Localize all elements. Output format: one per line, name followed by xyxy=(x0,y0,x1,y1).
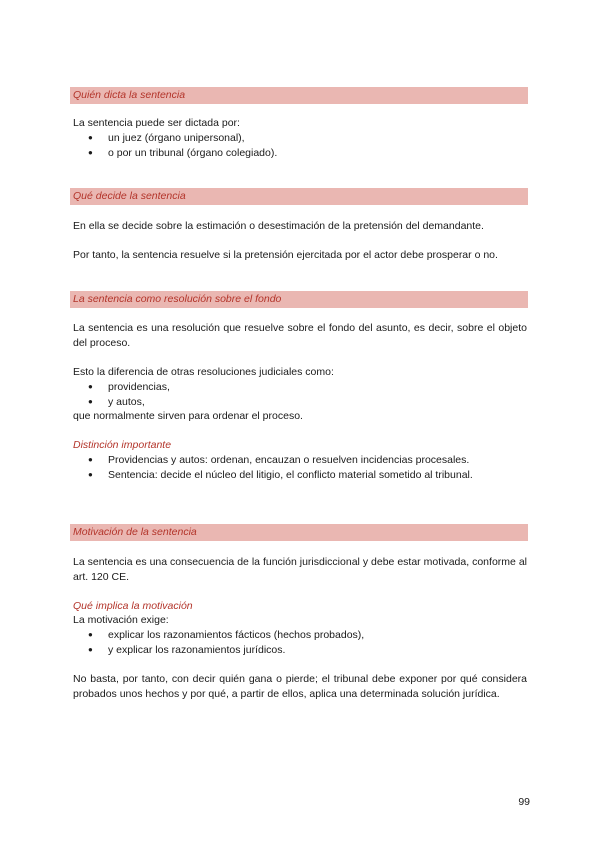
s3-subheading: Distinción importante xyxy=(73,439,172,451)
s3-paragraph-3: que normalmente sirven para ordenar el proceso. xyxy=(73,410,303,422)
s2-paragraph-1: En ella se decide sobre la estimación o desestimación de la pretensión del demandante. xyxy=(73,220,484,232)
list-item: ● explicar los razonamientos fácticos (hechos probados), xyxy=(73,628,513,643)
section-header-resolucion-fondo: La sentencia como resolución sobre el fondo xyxy=(70,291,528,308)
s3-bullet-list-2 xyxy=(73,453,513,482)
section-header-que-decide: Qué decide la sentencia xyxy=(70,188,528,205)
section-header-quien-dicta: Quién dicta la sentencia xyxy=(70,87,528,104)
list-item: ● Providencias y autos: ordenan, encauzan o resuelven incidencias procesales. xyxy=(73,453,513,468)
list-item: ● y autos, xyxy=(73,395,513,410)
s3-paragraph-2: Esto la diferencia de otras resoluciones judiciales como: xyxy=(73,366,334,378)
s4-paragraph-1: La sentencia es una consecuencia de la función jurisdiccional y debe estar motivada, conforme al art. 120 CE. xyxy=(73,556,527,583)
s3-paragraph-1: La sentencia es una resolución que resuelve sobre el fondo del asunto, es decir, sobre el objeto del proceso. xyxy=(73,322,527,349)
list-item: ● o por un tribunal (órgano colegiado). xyxy=(73,146,513,161)
page-number: 99 xyxy=(518,796,530,808)
s3-bullet-list xyxy=(73,380,513,409)
s4-bullet-list xyxy=(73,628,513,657)
list-item: ● y explicar los razonamientos jurídicos. xyxy=(73,643,513,658)
s4-subheading: Qué implica la motivación xyxy=(73,600,193,612)
s4-paragraph-3: No basta, por tanto, con decir quién gana o pierde; el tribunal debe exponer por qué considera probados unos hechos y por qué, a partir de ellos, aplica una determinada solución jurídica. xyxy=(73,673,527,700)
list-item: ● providencias, xyxy=(73,380,513,395)
s1-bullet-list xyxy=(73,131,513,160)
list-item: ● un juez (órgano unipersonal), xyxy=(73,131,513,146)
s4-paragraph-2: La motivación exige: xyxy=(73,614,169,626)
list-item: ● Sentencia: decide el núcleo del litigio, el conflicto material sometido al tribunal. xyxy=(73,468,513,483)
section-header-motivacion: Motivación de la sentencia xyxy=(70,524,528,541)
s2-paragraph-2: Por tanto, la sentencia resuelve si la pretensión ejercitada por el actor debe prosperar o no. xyxy=(73,249,498,261)
s1-intro: La sentencia puede ser dictada por: xyxy=(73,117,240,129)
